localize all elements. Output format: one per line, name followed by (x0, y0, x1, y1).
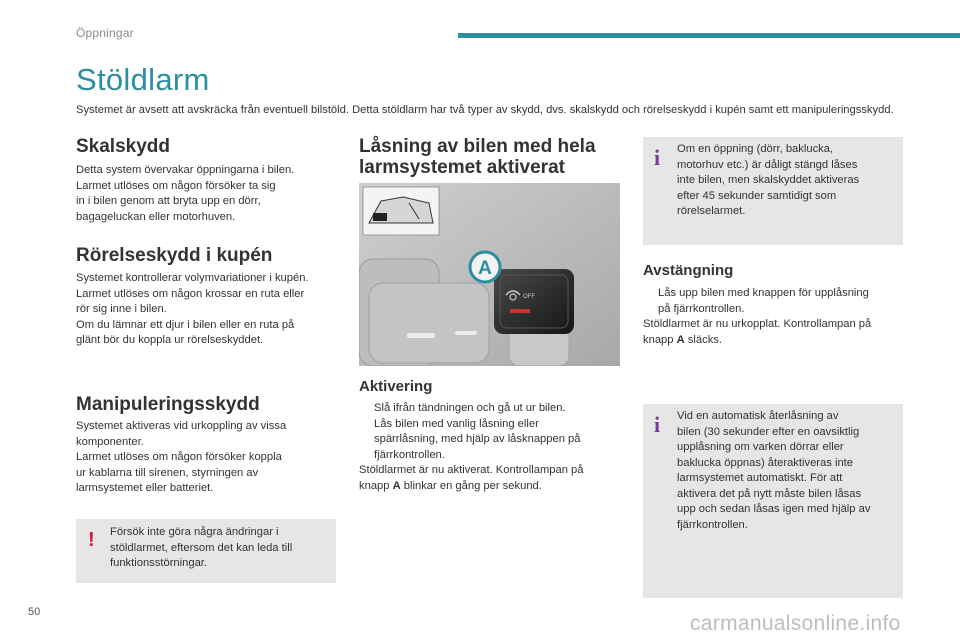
bullet-text: Lås bilen med vanlig låsning eller spärrlåsning, med hjälp av låsknappen på fjärrkontrollen. (374, 417, 581, 461)
note-key: A (392, 479, 401, 492)
bullet-glyph (643, 286, 658, 317)
info-icon: i (654, 145, 661, 170)
note-text: släcks. (684, 333, 722, 346)
paragraph: Om du lämnar ett djur i bilen eller en ruta på glänt bör du koppla ur rörelseskyddet. (76, 318, 295, 346)
photo-badge-label: A (478, 258, 492, 279)
info-text-2: Vid en automatisk återlåsning av bilen (30 sekunder efter en oavsiktlig upplåsning om varken dörrar eller baklucka öppnas) återaktiveras inte larmsystemet automatiskt. För att aktivera det på nytt måste bilen låsas upp och sedan låsas igen med hjälp av fjärrkontrollen. (677, 410, 871, 531)
intro-text: Systemet är avsett att avskräcka från eventuell bilstöld. Detta stöldlarm har två typer av skydd, dvs. skalskydd och rörelseskydd i kupén samt ett manipuleringsskydd. (76, 104, 894, 116)
text-manipulering (76, 419, 338, 497)
heading-lasning: Låsning av bilen med hela larmsystemet aktiverat (359, 136, 596, 178)
text-rorelseskydd (76, 271, 346, 349)
note-text: Stöldlarmet är nu urkopplat. Kontrollampan på knapp (643, 318, 872, 346)
bullet-item (359, 401, 621, 417)
text-aktivering (359, 401, 621, 494)
alarm-button-photo (359, 183, 620, 366)
text-avstangning (643, 286, 905, 348)
paragraph: Systemet aktiveras vid urkoppling av vissa komponenter. (76, 420, 287, 448)
text-skalskydd (76, 163, 338, 225)
header-accent-bar (458, 33, 960, 38)
bullet-glyph (359, 401, 374, 417)
chapter-label: Öppningar (76, 26, 134, 40)
info-icon: i (654, 412, 661, 437)
bullet-text: Lås upp bilen med knappen för upplåsning på fjärrkontrollen. (658, 287, 869, 315)
info-box-1 (643, 137, 903, 245)
bullet-text: Slå ifrån tändningen och gå ut ur bilen. (374, 402, 566, 414)
warning-text: Försök inte göra några ändringar i stöldlarmet, eftersom det kan leda till funktionsstörningar. (110, 526, 293, 569)
paragraph: Larmet utlöses om någon försöker koppla ur kablarna till sirenen, styrningen av larmsystemet eller batteriet. (76, 451, 282, 494)
paragraph: Detta system övervakar öppningarna i bilen. Larmet utlöses om någon försöker ta sig in i bilen genom att bryta upp en dörr, bagageluckan eller motorhuven. (76, 164, 295, 223)
info-box-2 (643, 404, 903, 598)
page-number: 50 (28, 606, 41, 618)
note-key: A (676, 333, 685, 346)
deactivation-note (643, 317, 905, 348)
watermark: carmanualsonline.info (690, 612, 901, 635)
page-title: Stöldlarm (76, 62, 210, 97)
photo-button-off-label: OFF (523, 294, 535, 300)
paragraph: Systemet kontrollerar volymvariationer i kupén. Larmet utlöses om någon krossar en ruta eller rör sig inne i bilen. (76, 272, 309, 315)
info-text-1: Om en öppning (dörr, baklucka, motorhuv etc.) är dåligt stängd låses inte bilen, men skalskyddet aktiveras efter 45 sekunder samtidigt som rörelselarmet. (677, 143, 860, 217)
note-text: blinkar en gång per sekund. (400, 479, 542, 492)
heading-skalskydd: Skalskydd (76, 136, 170, 157)
bullet-glyph (359, 417, 374, 464)
warning-icon: ! (88, 529, 95, 551)
heading-rorelseskydd: Rörelseskydd i kupén (76, 245, 273, 266)
note-text: Stöldlarmet är nu aktiverat. Kontrollampan på knapp (359, 464, 584, 492)
activation-note (359, 463, 621, 494)
heading-aktivering: Aktivering (359, 378, 433, 395)
bullet-item (359, 417, 621, 464)
warning-box (76, 519, 336, 583)
photo-illustration (359, 183, 620, 366)
bullet-item (643, 286, 905, 317)
heading-avstangning: Avstängning (643, 262, 734, 279)
heading-manipulering: Manipuleringsskydd (76, 394, 260, 415)
